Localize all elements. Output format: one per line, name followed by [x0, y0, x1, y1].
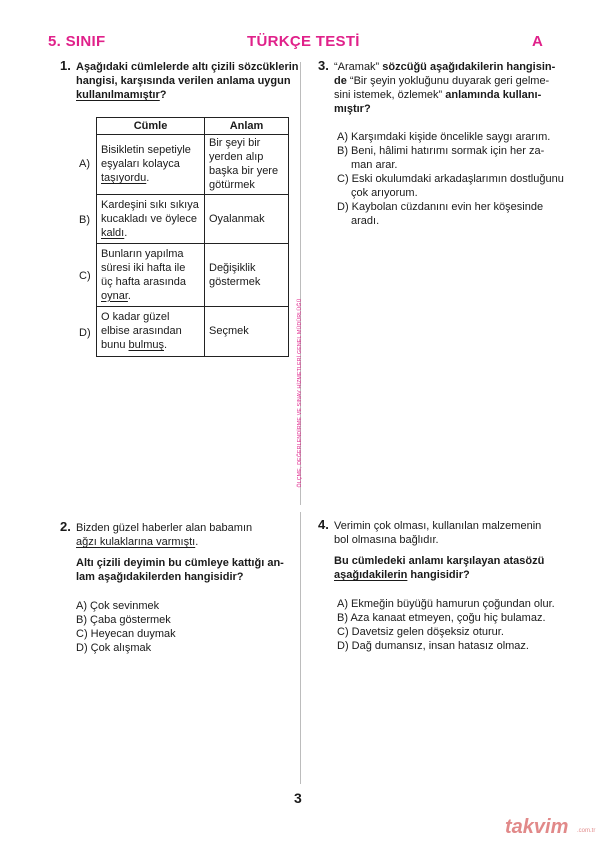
underlined-word: kaldı — [101, 226, 125, 239]
q4-stem-line1: Verimin çok olması, kullanılan malzemenin — [334, 520, 542, 532]
q1-stem-line2: hangisi, karşısında verilen anlama uygun — [76, 75, 291, 87]
col-header-meaning: Anlam — [205, 118, 289, 135]
q2-question-line2: lam aşağıdakilerden hangisidir? — [76, 571, 244, 583]
col-header-sentence: Cümle — [97, 118, 205, 135]
q2-underlined-idiom: ağzı kulaklarına varmıştı — [76, 536, 196, 548]
q4-underlined-word: aşağıdakilerin — [334, 569, 408, 581]
q2-stem-line2: ağzı kulaklarına varmıştı. — [76, 536, 199, 548]
q3-option-c[interactable]: C) Eski okulumdaki arkadaşlarımın dostluğunu — [337, 173, 564, 185]
meaning-cell-a: Bir şeyi bir yerden alıp başka bir yere götürmek — [205, 135, 289, 195]
side-vertical-text: ÖLÇME, DEĞERLENDİRME VE SINAV HİZMETLERİ GENEL MÜDÜRLÜĞÜ — [297, 298, 303, 488]
underlined-word: bulmuş — [128, 339, 164, 351]
q3-stem-line1: “Aramak” sözcüğü aşağıdakilerin hangisin- — [334, 61, 556, 73]
sentence-cell-a: Bisikletin sepetiyle eşyaları kolayca taşıyordu. — [97, 135, 205, 195]
page-number: 3 — [294, 790, 302, 806]
q2-option-d[interactable]: D) Çok alışmak — [76, 642, 152, 654]
q4-question-line2: aşağıdakilerin hangisidir? — [334, 569, 470, 581]
meaning-cell-c: Değişiklik göstermek — [205, 244, 289, 307]
q3-option-b[interactable]: B) Beni, hâlimi hatırımı sormak için her za- — [337, 145, 545, 157]
meaning-cell-d: Seçmek — [205, 307, 289, 357]
q4-question-line1: Bu cümledeki anlamı karşılayan atasözü — [334, 555, 545, 567]
sentence-cell-c: Bunların yapılma süresi iki hafta ile üç hafta arasında oynar. — [97, 244, 205, 307]
column-divider-bottom — [300, 512, 301, 784]
logo-brand-text: takvim — [505, 816, 569, 838]
booklet-letter: A — [532, 33, 544, 50]
underlined-word: taşıyordu — [101, 172, 147, 184]
sentence-cell-d: O kadar güzel elbise arasından bunu bulmuş. — [97, 307, 205, 357]
q3-stem-line4: mıştır? — [334, 103, 371, 115]
q1-meaning-table — [96, 117, 289, 357]
q1-option-b-label: B) — [79, 214, 90, 226]
table-row — [97, 135, 289, 195]
q4-option-d[interactable]: D) Dağ dumansız, insan hatasız olmaz. — [337, 640, 529, 652]
q1-stem-line1: Aşağıdaki cümlelerde altı çizili sözcüklerin — [76, 61, 299, 73]
q3-option-c-cont: çok arıyorum. — [351, 187, 418, 199]
q4-option-b[interactable]: B) Aza kanaat etmeyen, çoğu hiç bulamaz. — [337, 612, 546, 624]
q2-number: 2. — [60, 519, 71, 534]
q2-option-a[interactable]: A) Çok sevinmek — [76, 600, 160, 612]
q1-option-a-label: A) — [79, 158, 90, 170]
q3-stem-line2: de “Bir şeyin yokluğunu duyarak geri gelme- — [334, 75, 550, 87]
meaning-cell-b: Oyalanmak — [205, 195, 289, 244]
q4-number: 4. — [318, 517, 329, 532]
logo-domain-text: .com.tr — [577, 828, 596, 834]
table-header-row — [97, 118, 289, 135]
sentence-cell-b: Kardeşini sıkı sıkıya kucakladı ve öylece kaldı. — [97, 195, 205, 244]
q1-option-d-label: D) — [79, 327, 91, 339]
q1-underlined-word: kullanılmamıştır — [76, 89, 160, 101]
table-row — [97, 195, 289, 244]
q3-option-d[interactable]: D) Kaybolan cüzdanını evin her köşesinde — [337, 201, 544, 213]
q1-stem-line3: kullanılmamıştır? — [76, 89, 167, 101]
q2-option-c[interactable]: C) Heyecan duymak — [76, 628, 176, 640]
q3-stem-line3: sini istemek, özlemek” anlamında kullanı- — [334, 89, 542, 101]
test-title: TÜRKÇE TESTİ — [247, 33, 360, 50]
q2-option-b[interactable]: B) Çaba göstermek — [76, 614, 171, 626]
q3-option-b-cont: man arar. — [351, 159, 398, 171]
q1-option-c-label: C) — [79, 270, 91, 282]
grade-label: 5. SINIF — [48, 33, 106, 50]
q3-option-a[interactable]: A) Karşımdaki kişide öncelikle saygı ararım. — [337, 131, 551, 143]
q4-option-c[interactable]: C) Davetsiz gelen döşeksiz oturur. — [337, 626, 504, 638]
table-row — [97, 244, 289, 307]
q2-stem-line1: Bizden güzel haberler alan babamın — [76, 522, 253, 534]
table-row — [97, 307, 289, 357]
q4-stem-line2: bol olmasına bağlıdır. — [334, 534, 439, 546]
q3-number: 3. — [318, 58, 329, 73]
q2-question-line1: Altı çizili deyimin bu cümleye kattığı an- — [76, 557, 284, 569]
q1-number: 1. — [60, 58, 71, 73]
underlined-word: oynar — [101, 289, 128, 302]
q4-option-a[interactable]: A) Ekmeğin büyüğü hamurun çoğundan olur. — [337, 598, 555, 610]
takvim-logo — [495, 814, 595, 846]
q3-option-d-cont: aradı. — [351, 215, 380, 227]
